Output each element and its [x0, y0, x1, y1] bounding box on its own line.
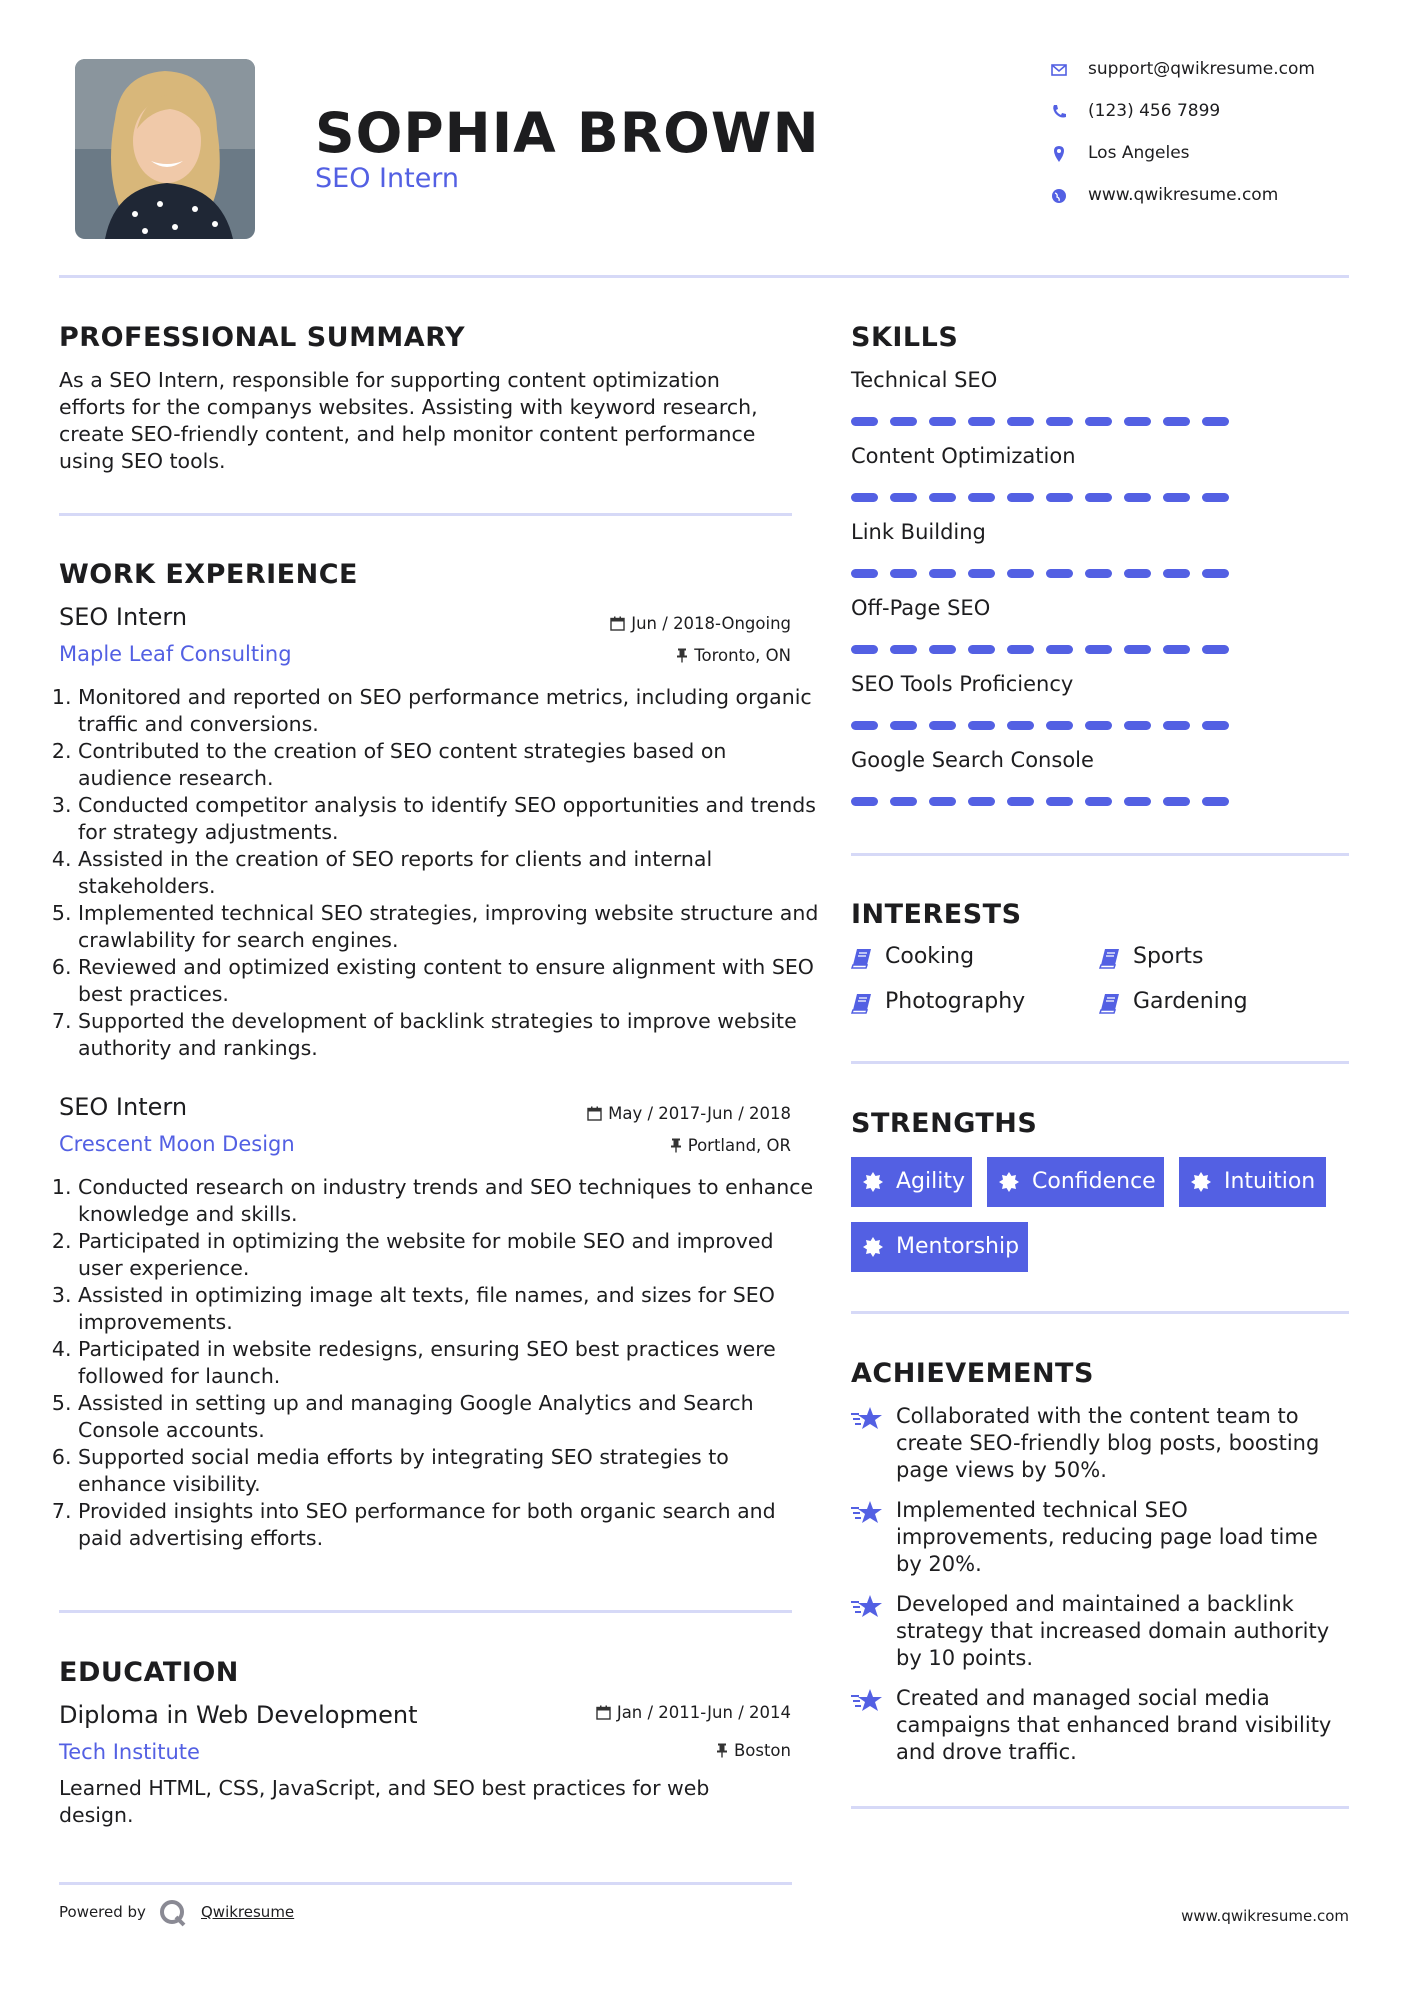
skill-dot [1202, 721, 1229, 730]
envelope-icon [1050, 61, 1068, 79]
contact-email-text: support@qwikresume.com [1088, 59, 1315, 79]
strength-label: Mentorship [896, 1234, 1020, 1259]
skill-dot [1007, 721, 1034, 730]
badge-icon [1191, 1172, 1211, 1192]
skill-dot [1046, 417, 1073, 426]
skill-dot [1085, 569, 1112, 578]
list-item: 3. Assisted in optimizing image alt texts, file names, and sizes for SEO improvements. [78, 1282, 823, 1336]
achievements-divider [851, 1806, 1349, 1809]
education-text: Learned HTML, CSS, JavaScript, and SEO best practices for web design. [59, 1776, 710, 1827]
skill-dot [890, 569, 917, 578]
shooting-star-icon [851, 1687, 883, 1715]
education-dates [520, 1703, 791, 1722]
list-item: 5. Implemented technical SEO strategies, improving website structure and crawlability for search engines. [78, 900, 823, 954]
strength-badge [851, 1222, 1028, 1272]
skill-dot [968, 493, 995, 502]
summary-heading: PROFESSIONAL SUMMARY [59, 322, 466, 353]
strength-label: Agility [896, 1169, 965, 1194]
badge-icon [863, 1237, 883, 1257]
interest-label: Cooking [885, 944, 975, 969]
job-dates [520, 1104, 791, 1123]
strength-badge [851, 1157, 972, 1207]
job-location [520, 1136, 791, 1155]
skill-dot [1007, 493, 1034, 502]
job-company: Crescent Moon Design [59, 1132, 295, 1156]
list-item: 2. Contributed to the creation of SEO content strategies based on audience research. [78, 738, 823, 792]
list-item: 1. Conducted research on industry trends and SEO techniques to enhance knowledge and skills. [78, 1174, 823, 1228]
skill-dot [968, 721, 995, 730]
skill-dot [1046, 569, 1073, 578]
list-item: 5. Assisted in setting up and managing Google Analytics and Search Console accounts. [78, 1390, 823, 1444]
list-item: 7. Supported the development of backlink strategies to improve website authority and rankings. [78, 1008, 823, 1062]
skill-label: Technical SEO [851, 368, 998, 392]
skill-dot [1202, 797, 1229, 806]
skill-dot [1007, 645, 1034, 654]
achievement-text: Developed and maintained a backlink strategy that increased domain authority by 10 points. [896, 1592, 1330, 1670]
strength-badge [987, 1157, 1164, 1207]
skill-label: Link Building [851, 520, 986, 544]
summary-text: As a SEO Intern, responsible for supporting content optimization efforts for the companys websites. Assisting with keyword research, create SEO-friendly content, and help monitor content performance using SEO tools. [59, 368, 758, 473]
achievement-text: Created and managed social media campaigns that enhanced brand visibility and drove traffic. [896, 1686, 1332, 1764]
pushpin-icon [670, 1138, 682, 1153]
skill-dot [1046, 645, 1073, 654]
skill-dot [1046, 797, 1073, 806]
skill-dot [890, 721, 917, 730]
skill-dot [929, 569, 956, 578]
skill-dot [1163, 645, 1190, 654]
skill-dot [851, 645, 878, 654]
book-icon [851, 947, 873, 969]
skill-dot [968, 417, 995, 426]
contact-phone-text: (123) 456 7899 [1088, 101, 1221, 121]
candidate-title: SEO Intern [315, 163, 460, 194]
achievement-text: Collaborated with the content team to create SEO-friendly blog posts, boosting page views by 50%. [896, 1404, 1320, 1482]
skills-divider [851, 853, 1349, 856]
skill-dot [1202, 645, 1229, 654]
skill-dot [1124, 645, 1151, 654]
job-dates [520, 614, 791, 633]
profile-photo [75, 59, 255, 239]
skill-dot [1124, 493, 1151, 502]
skill-label: Content Optimization [851, 444, 1076, 468]
skill-dot [929, 493, 956, 502]
school-name: Tech Institute [59, 1740, 200, 1764]
strength-badge [1179, 1157, 1326, 1207]
contact-location-text: Los Angeles [1088, 143, 1190, 163]
job-title: SEO Intern [59, 1093, 188, 1121]
skill-dot [851, 417, 878, 426]
skill-label: SEO Tools Proficiency [851, 672, 1074, 696]
skill-dot [1163, 493, 1190, 502]
skill-dot [1124, 417, 1151, 426]
skill-dot [1202, 493, 1229, 502]
skill-dot [1046, 721, 1073, 730]
education-dates-text: Jan / 2011-Jun / 2014 [616, 1703, 791, 1722]
skill-dot [929, 721, 956, 730]
job-dates-text: May / 2017-Jun / 2018 [608, 1104, 791, 1123]
skill-dot [851, 797, 878, 806]
interest-label: Sports [1133, 944, 1204, 969]
skill-dot [1202, 569, 1229, 578]
interests-divider [851, 1061, 1349, 1064]
shooting-star-icon [851, 1499, 883, 1527]
job-location [520, 646, 791, 665]
strengths-heading: STRENGTHS [851, 1108, 1038, 1139]
skill-dot [968, 645, 995, 654]
skill-dot [1085, 797, 1112, 806]
skill-dot [1007, 797, 1034, 806]
skill-dot [1085, 721, 1112, 730]
skill-dot [1124, 797, 1151, 806]
skill-dot [968, 797, 995, 806]
skill-dot [1124, 721, 1151, 730]
job-bullets [55, 684, 823, 1062]
experience-heading: WORK EXPERIENCE [59, 559, 358, 590]
skill-dot [1085, 645, 1112, 654]
skill-dot [851, 721, 878, 730]
degree-title: Diploma in Web Development [59, 1701, 418, 1729]
education-location-text: Boston [733, 1741, 791, 1760]
job-location-text: Toronto, ON [694, 646, 791, 665]
pushpin-icon [716, 1743, 728, 1758]
job-bullets [55, 1174, 823, 1552]
book-icon [1099, 947, 1121, 969]
calendar-icon [596, 1705, 611, 1720]
skill-dot [1163, 417, 1190, 426]
shooting-star-icon [851, 1593, 883, 1621]
skill-dot [929, 645, 956, 654]
book-icon [851, 992, 873, 1014]
interests-heading: INTERESTS [851, 899, 1022, 930]
qwikresume-link[interactable]: Qwikresume [201, 1903, 295, 1921]
skill-dot [1163, 721, 1190, 730]
job-dates-text: Jun / 2018-Ongoing [631, 614, 791, 633]
header-divider [59, 275, 1349, 278]
badge-icon [999, 1172, 1019, 1192]
calendar-icon [610, 616, 625, 631]
qwikresume-logo-icon [158, 1898, 188, 1928]
list-item: 6. Reviewed and optimized existing content to ensure alignment with SEO best practices. [78, 954, 823, 1008]
skill-label: Off-Page SEO [851, 596, 991, 620]
skill-dot [1007, 569, 1034, 578]
skill-dot [851, 569, 878, 578]
education-location [520, 1741, 791, 1760]
skill-dot [890, 797, 917, 806]
skill-dot [929, 797, 956, 806]
skill-dot [929, 417, 956, 426]
skill-dot [1046, 493, 1073, 502]
list-item: 2. Participated in optimizing the website for mobile SEO and improved user experience. [78, 1228, 823, 1282]
skill-dot [851, 493, 878, 502]
strengths-divider [851, 1311, 1349, 1314]
list-item: 4. Participated in website redesigns, ensuring SEO best practices were followed for launch. [78, 1336, 823, 1390]
candidate-name: SOPHIA BROWN [315, 101, 820, 165]
education-divider [59, 1882, 792, 1885]
skill-dot [890, 645, 917, 654]
skills-heading: SKILLS [851, 322, 959, 353]
skill-dot [1085, 493, 1112, 502]
job-company: Maple Leaf Consulting [59, 642, 292, 666]
skill-dot [1085, 417, 1112, 426]
book-icon [1099, 992, 1121, 1014]
skill-dot [1202, 417, 1229, 426]
location-pin-icon [1050, 145, 1068, 163]
skill-dot [1163, 797, 1190, 806]
list-item: 1. Monitored and reported on SEO performance metrics, including organic traffic and conversions. [78, 684, 823, 738]
achievement-text: Implemented technical SEO improvements, reducing page load time by 20%. [896, 1498, 1318, 1576]
calendar-icon [587, 1106, 602, 1121]
interest-label: Gardening [1133, 989, 1248, 1014]
strength-label: Intuition [1224, 1169, 1316, 1194]
list-item: 7. Provided insights into SEO performance for both organic search and paid advertising efforts. [78, 1498, 823, 1552]
interest-label: Photography [885, 989, 1026, 1014]
skill-dot [1163, 569, 1190, 578]
footer-url[interactable]: www.qwikresume.com [1181, 1907, 1349, 1925]
experience-divider [59, 1610, 792, 1613]
badge-icon [863, 1172, 883, 1192]
achievements-heading: ACHIEVEMENTS [851, 1358, 1094, 1389]
list-item: 4. Assisted in the creation of SEO reports for clients and internal stakeholders. [78, 846, 823, 900]
list-item: 3. Conducted competitor analysis to identify SEO opportunities and trends for strategy adjustments. [78, 792, 823, 846]
pushpin-icon [676, 648, 688, 663]
phone-icon [1050, 103, 1068, 121]
job-title: SEO Intern [59, 603, 188, 631]
globe-icon [1050, 187, 1068, 205]
skill-dot [890, 417, 917, 426]
education-heading: EDUCATION [59, 1657, 239, 1688]
list-item: 6. Supported social media efforts by integrating SEO strategies to enhance visibility. [78, 1444, 823, 1498]
shooting-star-icon [851, 1405, 883, 1433]
skill-dot [1124, 569, 1151, 578]
skill-label: Google Search Console [851, 748, 1094, 772]
powered-by-label: Powered by [59, 1903, 146, 1921]
skill-dot [1007, 417, 1034, 426]
job-location-text: Portland, OR [687, 1136, 791, 1155]
contact-website-text: www.qwikresume.com [1088, 185, 1279, 205]
skill-dot [890, 493, 917, 502]
skill-dot [968, 569, 995, 578]
strength-label: Confidence [1032, 1169, 1156, 1194]
summary-divider [59, 513, 792, 516]
